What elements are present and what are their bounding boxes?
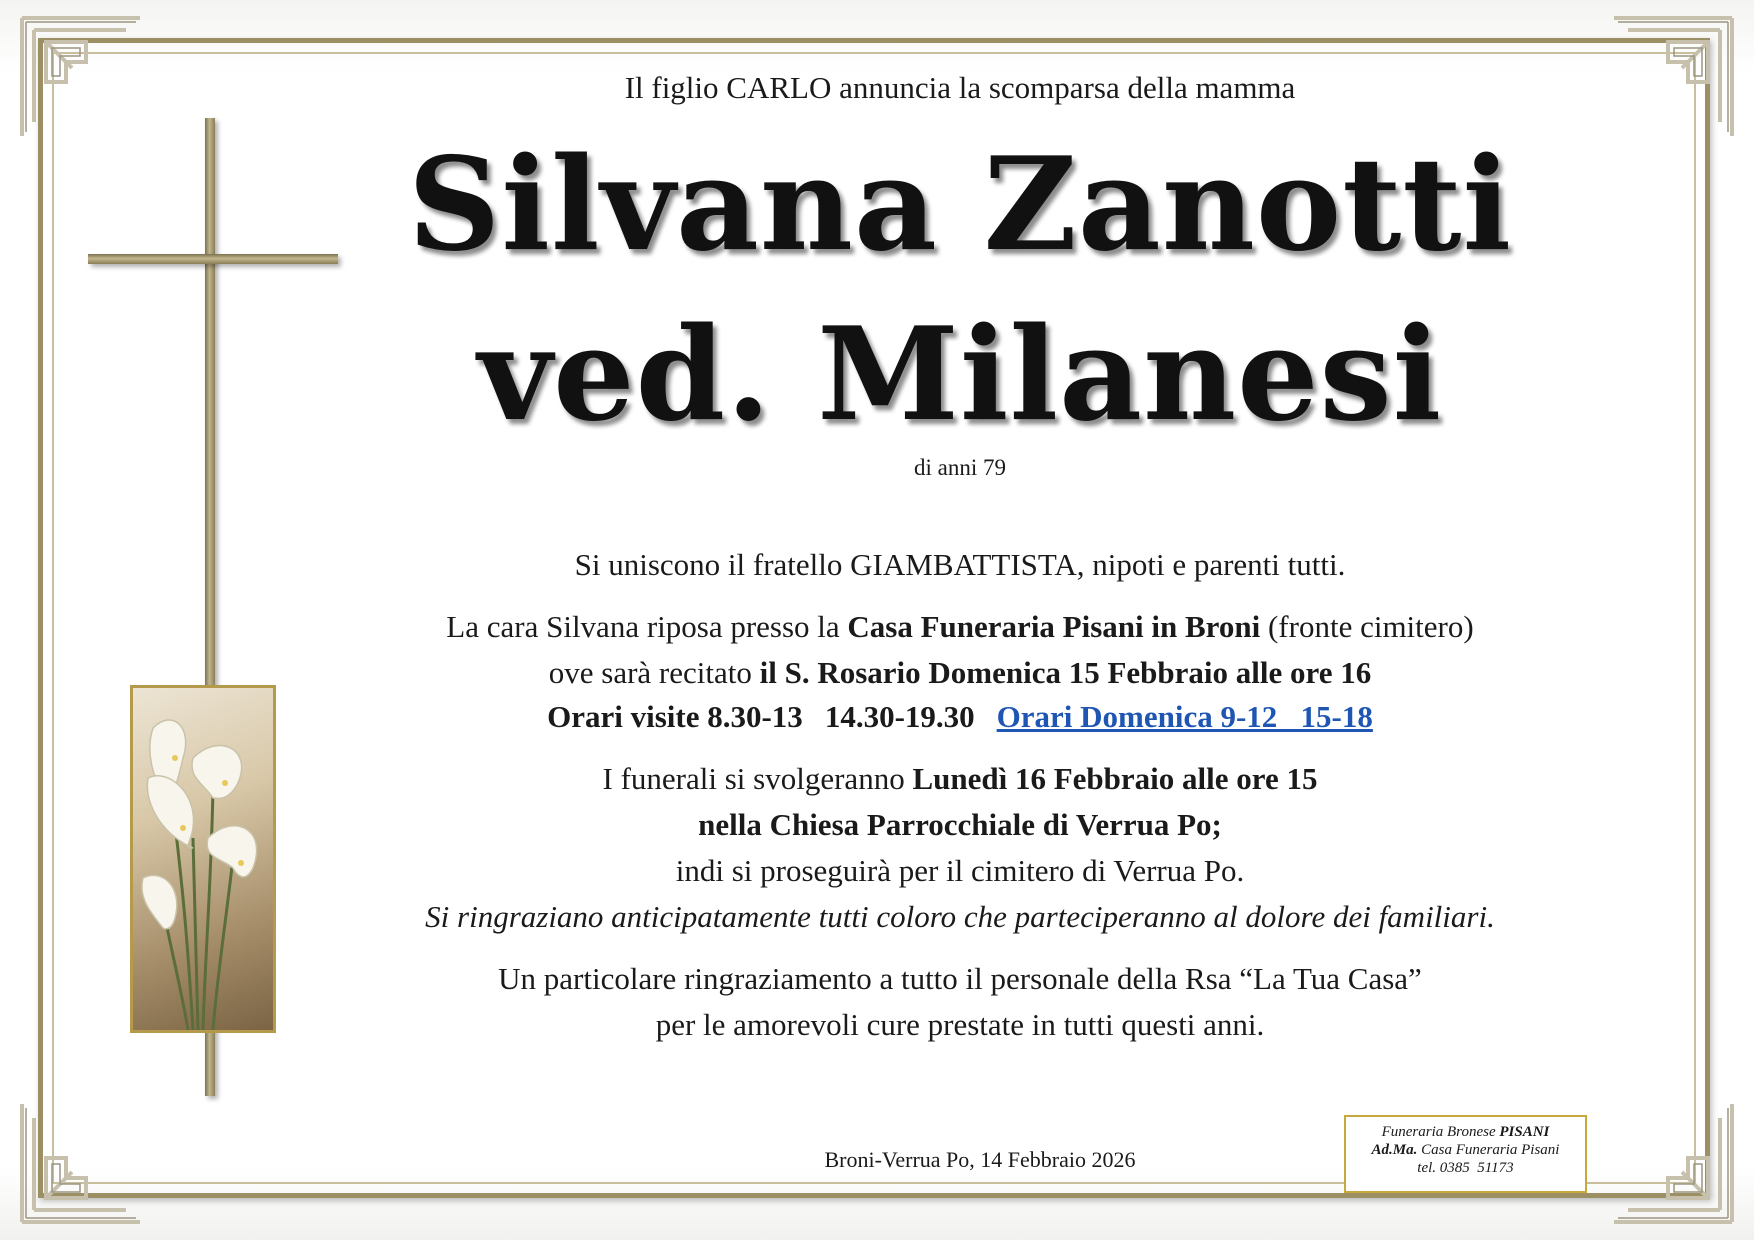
- funeral-date: Lunedì 16 Febbraio alle ore 15: [912, 761, 1318, 796]
- stamp-line-2: [1346, 1141, 1585, 1159]
- stamp-company-name: PISANI: [1499, 1124, 1550, 1140]
- church-line: nella Chiesa Parrocchiale di Verrua Po;: [698, 807, 1222, 842]
- funeral-home-stamp: [1344, 1115, 1587, 1193]
- relatives-line: Si uniscono il fratello GIAMBATTISTA, nipoti e parenti tutti.: [574, 547, 1346, 582]
- sunday-hours-link[interactable]: Orari Domenica 9-12 15-18: [996, 699, 1373, 734]
- rosary-line: [350, 650, 1570, 696]
- thanks-line: Si ringraziano anticipatamente tutti coloro che parteciperanno al dolore dei familiari.: [425, 899, 1495, 934]
- visiting-hours-line: [350, 694, 1570, 740]
- stamp-admin: Ad.Ma.: [1371, 1142, 1418, 1158]
- deceased-age: di anni 79: [914, 455, 1006, 480]
- cemetery-line: indi si proseguirà per il cimitero di Verrua Po.: [675, 853, 1245, 888]
- visiting-hours-afternoon: 14.30-19.30: [824, 699, 975, 734]
- deceased-name-married: ved. Milanesi: [477, 300, 1443, 450]
- corner-ornament-icon: [1608, 12, 1738, 142]
- stamp-phone: tel. 0385 51173: [1417, 1160, 1514, 1176]
- rest-place-line: [350, 604, 1570, 650]
- funeral-text: I funerali si svolgeranno: [602, 761, 913, 796]
- rosary-text: ove sarà recitato: [548, 655, 760, 690]
- corner-ornament-icon: [16, 12, 146, 142]
- announcement-line: Il figlio CARLO annuncia la scomparsa della mamma: [624, 70, 1296, 105]
- special-thanks-line: Un particolare ringraziamento a tutto il personale della Rsa “La Tua Casa”: [498, 961, 1422, 996]
- place-date: Broni-Verrua Po, 14 Febbraio 2026: [824, 1147, 1136, 1172]
- special-thanks-line-2: per le amorevoli cure prestate in tutti questi anni.: [655, 1007, 1265, 1042]
- stamp-company: Funeraria Bronese: [1381, 1124, 1500, 1140]
- visiting-hours-morning: Orari visite 8.30-13: [547, 699, 803, 734]
- calla-lily-image: [130, 685, 276, 1033]
- rosary-time: il S. Rosario Domenica 15 Febbraio alle ore 16: [759, 655, 1372, 690]
- rest-place-text: La cara Silvana riposa presso la: [446, 609, 848, 644]
- rest-place-note: (fronte cimitero): [1260, 609, 1474, 644]
- stamp-line-1: [1346, 1123, 1585, 1141]
- stamp-home: Casa Funeraria Pisani: [1417, 1142, 1560, 1158]
- corner-ornament-icon: [1608, 1098, 1738, 1228]
- funeral-date-line: [350, 756, 1570, 802]
- deceased-name: Silvana Zanotti: [407, 130, 1513, 280]
- corner-ornament-icon: [16, 1098, 146, 1228]
- funeral-home-name: Casa Funeraria Pisani in Broni: [847, 609, 1261, 644]
